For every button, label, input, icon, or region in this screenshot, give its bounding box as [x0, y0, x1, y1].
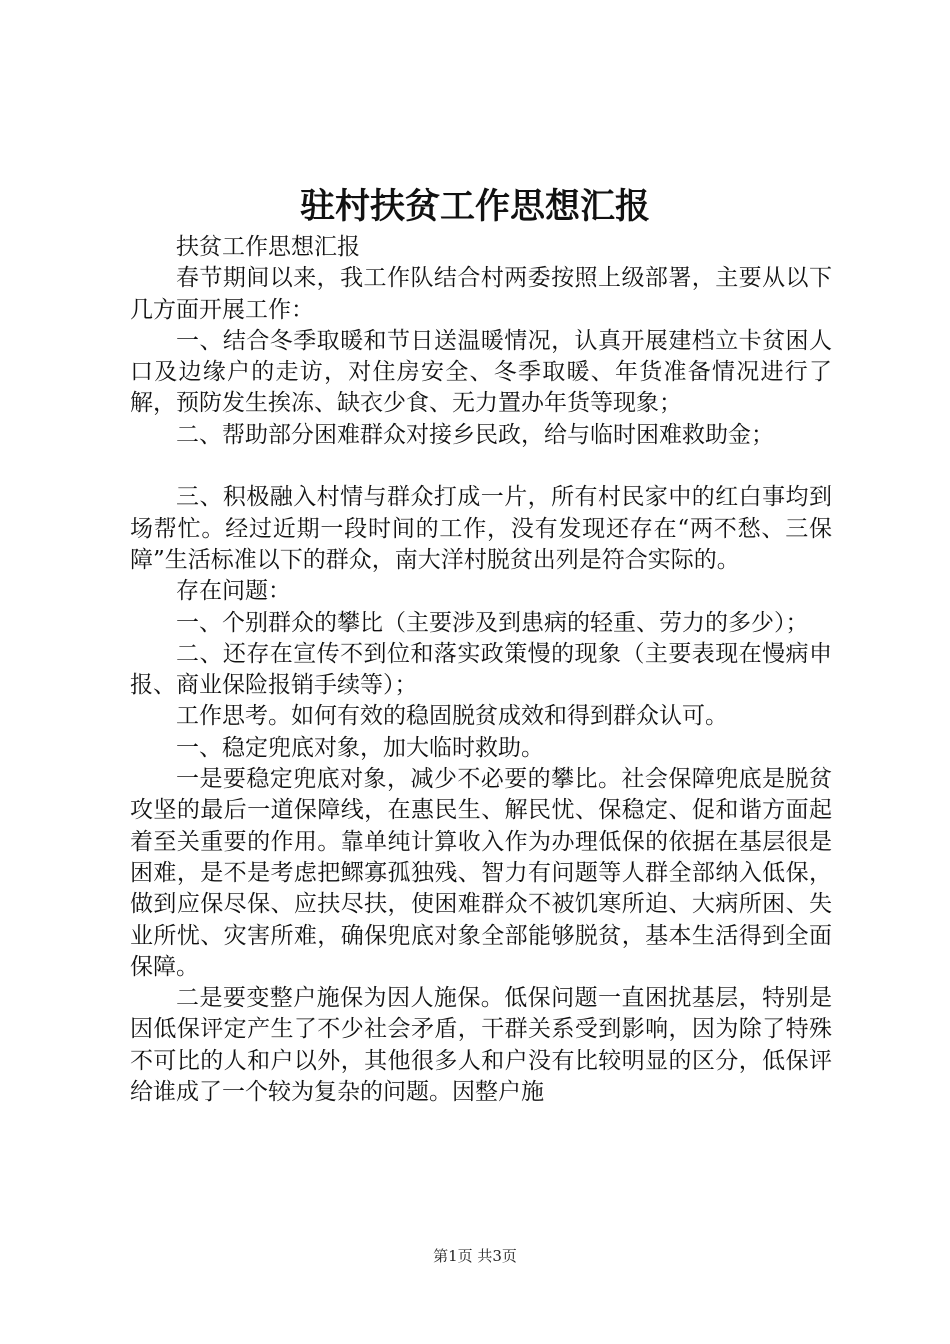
paragraph: 二、还存在宣传不到位和落实政策慢的现象（主要表现在慢病申报、商业保险报销手续等）；	[130, 640, 832, 699]
paragraph: 三、积极融入村情与群众打成一片，所有村民家中的红白事均到场帮忙。经过近期一段时间的工作，没有发现还存在“两不愁、三保障”生活标准以下的群众，南大洋村脱贫出列是符合实际的。	[130, 484, 832, 573]
paragraph: 二、帮助部分困难群众对接乡民政，给与临时困难救助金；	[176, 421, 774, 448]
paragraph: 一、个别群众的攀比（主要涉及到患病的轻重、劳力的多少）；	[176, 609, 809, 636]
paragraph: 二是要变整户施保为因人施保。低保问题一直困扰基层，特别是因低保评定产生了不少社会矛盾，干群关系受到影响，因为除了特殊不可比的人和户以外，其他很多人和户没有比较明显的区分，低保评给谁成了一个较为复杂的问题。因整户施	[130, 985, 832, 1106]
paragraph: 一、稳定兜底对象，加大临时救助。	[176, 734, 544, 761]
page-footer: 第1页 共3页	[433, 1247, 517, 1265]
paragraph: 扶贫工作思想汇报	[176, 234, 360, 260]
document-body	[130, 232, 832, 1108]
paragraph: 工作思考。如何有效的稳固脱贫成效和得到群众认可。	[176, 703, 728, 730]
document-title: 驻村扶贫工作思想汇报	[299, 186, 650, 227]
paragraph: 存在问题：	[176, 578, 291, 605]
paragraph: 春节期间以来，我工作队结合村两委按照上级部署，主要从以下几方面开展工作：	[130, 265, 832, 323]
paragraph: 一、结合冬季取暖和节日送温暖情况，认真开展建档立卡贫困人口及边缘户的走访，对住房安全、冬季取暖、年货准备情况进行了解，预防发生挨冻、缺衣少食、无力置办年货等现象；	[130, 327, 832, 417]
paragraph: 一是要稳定兜底对象，减少不必要的攀比。社会保障兜底是脱贫攻坚的最后一道保障线，在惠民生、解民忧、保稳定、促和谐方面起着至关重要的作用。靠单纯计算收入作为办理低保的依据在基层很是困难，是不是考虑把鳏寡孤独残、智力有问题等人群全部纳入低保，做到应保尽保、应扶尽扶，使困难群众不被饥寒所迫、大病所困、失业所忧、灾害所难，确保兜底对象全部能够脱贫，基本生活得到全面保障。	[130, 766, 832, 980]
